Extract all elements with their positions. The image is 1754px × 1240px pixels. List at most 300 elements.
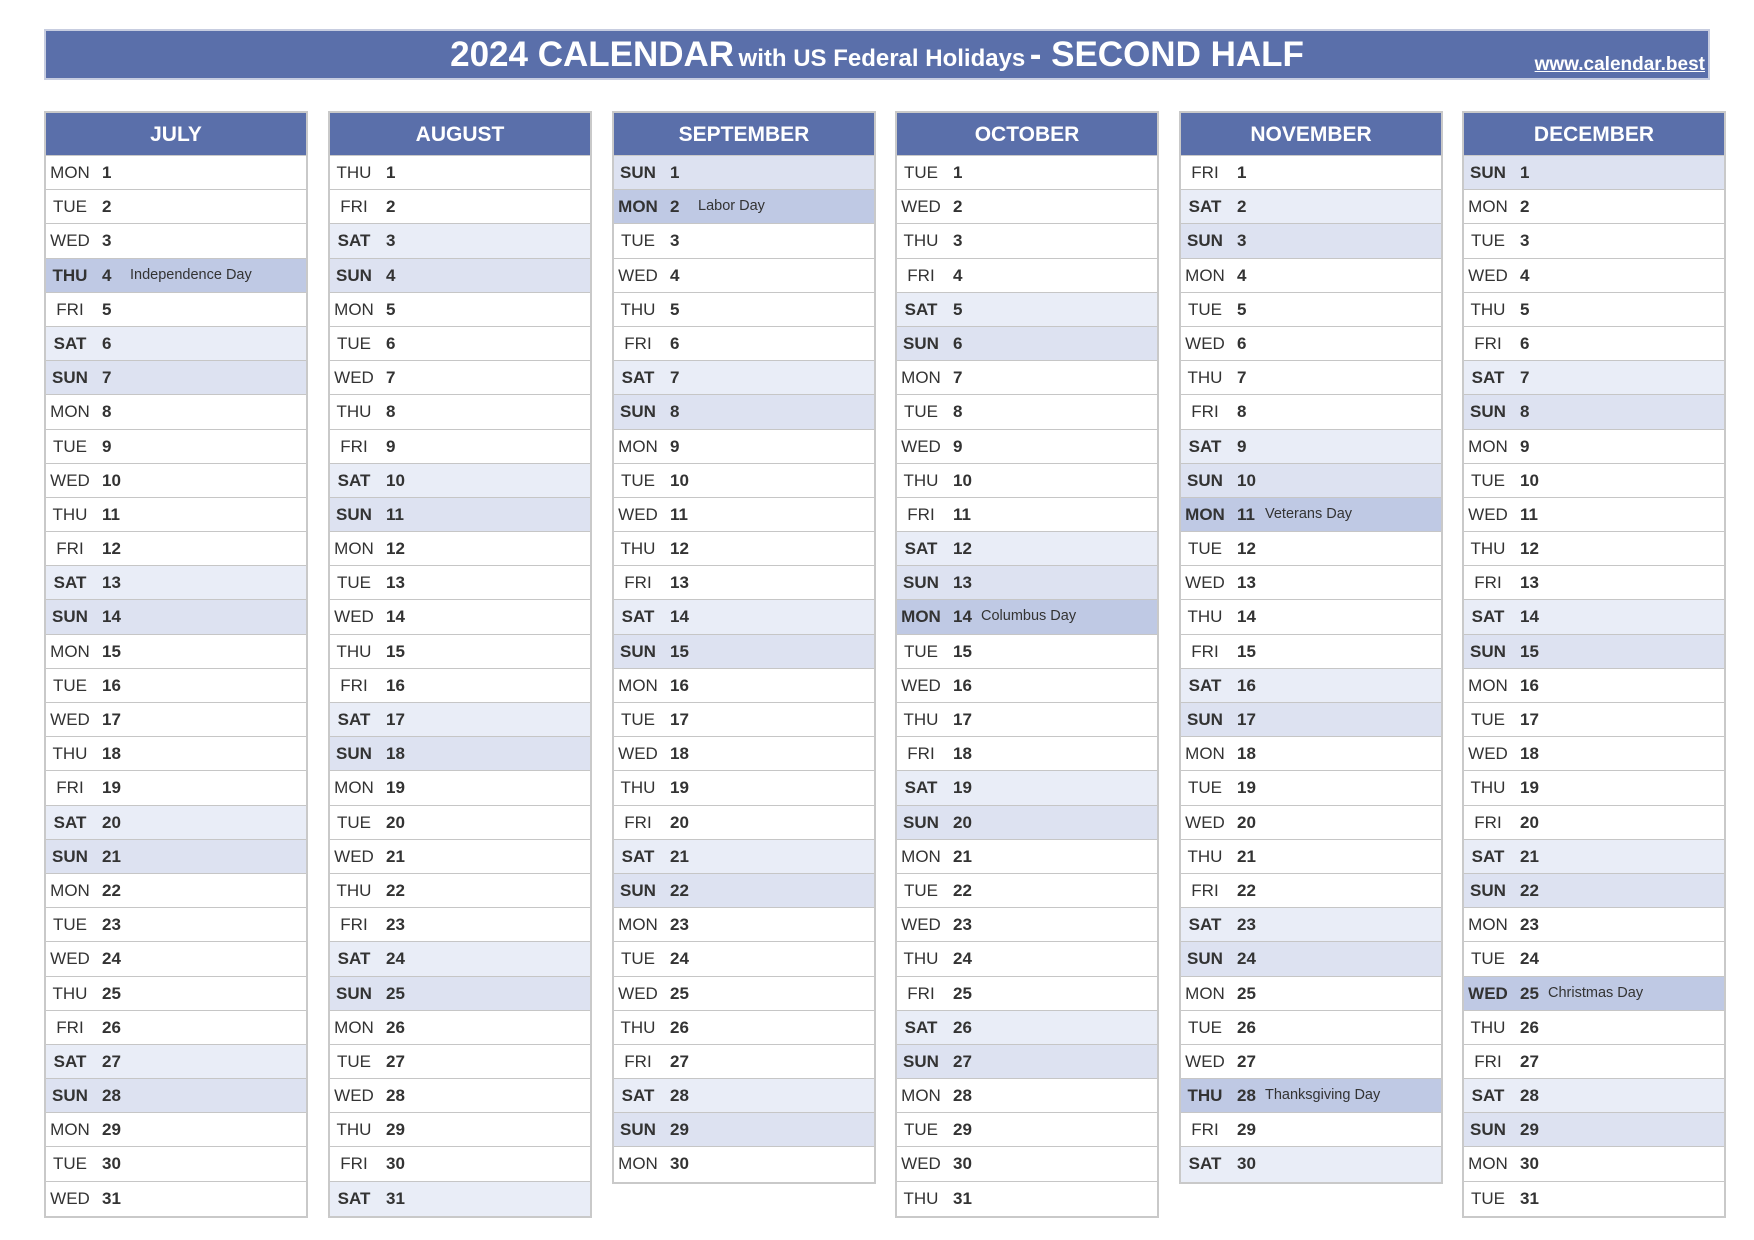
holiday-row	[1181, 498, 1441, 532]
day-row	[897, 498, 1157, 532]
day-number: 11	[1520, 504, 1538, 524]
weekday-label: SAT	[904, 539, 938, 559]
day-number: 21	[670, 846, 689, 866]
day-number: 23	[1237, 915, 1256, 935]
weekday-label: THU	[52, 504, 88, 524]
weekday-label: FRI	[907, 504, 935, 524]
day-number: 28	[670, 1086, 689, 1106]
day-row	[614, 430, 874, 464]
day-row	[1464, 566, 1724, 600]
weekday-label: THU	[620, 299, 656, 319]
weekday-label: THU	[620, 778, 656, 798]
weekday-label: THU	[903, 949, 939, 969]
weekday-label: SAT	[337, 470, 371, 490]
day-number: 8	[953, 402, 963, 422]
weekday-label: TUE	[53, 436, 87, 456]
day-number: 26	[953, 1017, 972, 1037]
day-number: 9	[953, 436, 963, 456]
weekday-label: SAT	[1188, 915, 1222, 935]
day-row	[614, 464, 874, 498]
day-number: 30	[1520, 1154, 1539, 1174]
day-row	[897, 1147, 1157, 1181]
weekday-label: FRI	[56, 539, 84, 559]
weekday-label: SAT	[53, 333, 87, 353]
day-number: 3	[1520, 231, 1530, 251]
day-row	[614, 771, 874, 805]
day-row	[614, 806, 874, 840]
day-number: 17	[1520, 710, 1539, 729]
day-number: 24	[1520, 949, 1539, 969]
day-row	[614, 498, 874, 532]
weekday-label: TUE	[337, 333, 371, 353]
day-number: 19	[102, 778, 121, 798]
day-row	[330, 1182, 590, 1216]
day-number: 14	[386, 607, 405, 627]
day-number: 1	[953, 163, 963, 182]
weekday-label: SAT	[1188, 1154, 1222, 1174]
day-row	[46, 1147, 306, 1181]
weekday-label: MON	[1185, 744, 1225, 764]
weekday-label: TUE	[904, 1120, 938, 1140]
day-row	[614, 703, 874, 737]
weekday-label: SUN	[903, 573, 939, 593]
day-row	[46, 771, 306, 805]
day-number: 21	[953, 846, 972, 866]
weekday-label: TUE	[1471, 231, 1505, 251]
day-row	[614, 156, 874, 190]
day-number: 21	[1520, 846, 1539, 866]
holiday-name: Veterans Day	[1265, 505, 1353, 522]
day-row	[614, 1011, 874, 1045]
weekday-label: WED	[50, 949, 90, 969]
holiday-name: Columbus Day	[981, 608, 1077, 625]
day-row	[1181, 532, 1441, 566]
day-number: 18	[953, 744, 972, 764]
day-row	[1181, 1045, 1441, 1079]
weekday-label: SAT	[337, 231, 371, 251]
weekday-label: MON	[1468, 675, 1508, 695]
weekday-label: FRI	[56, 1017, 84, 1037]
weekday-label: THU	[620, 539, 656, 559]
day-number: 21	[1237, 846, 1256, 866]
day-row	[614, 1147, 874, 1181]
day-row	[46, 498, 306, 532]
day-row	[1464, 669, 1724, 703]
day-row	[1181, 703, 1441, 737]
weekday-label: WED	[1185, 573, 1225, 593]
weekday-label: TUE	[904, 641, 938, 661]
day-number: 15	[1520, 641, 1539, 661]
weekday-label: MON	[1468, 436, 1508, 456]
day-row	[614, 908, 874, 942]
day-number: 18	[102, 744, 121, 764]
weekday-label: MON	[334, 1017, 374, 1037]
weekday-label: TUE	[337, 1051, 371, 1071]
day-row	[1464, 771, 1724, 805]
day-number: 19	[386, 778, 405, 798]
day-row	[1181, 600, 1441, 634]
weekday-label: MON	[618, 915, 658, 935]
weekday-label: WED	[1185, 333, 1225, 353]
weekday-label: MON	[334, 778, 374, 798]
day-number: 3	[953, 231, 963, 251]
day-number: 13	[953, 573, 972, 593]
day-row	[1464, 1045, 1724, 1079]
day-number: 22	[670, 880, 689, 900]
day-number: 9	[1237, 436, 1247, 456]
day-row	[330, 737, 590, 771]
weekday-label: THU	[1470, 778, 1506, 798]
day-row	[1181, 293, 1441, 327]
weekday-label: SUN	[903, 333, 939, 353]
day-number: 6	[953, 333, 963, 353]
day-row	[46, 908, 306, 942]
weekday-label: THU	[903, 710, 939, 729]
weekday-label: THU	[336, 402, 372, 422]
day-number: 8	[1237, 402, 1247, 422]
day-number: 24	[102, 949, 121, 969]
weekday-label: SUN	[336, 744, 372, 764]
day-row	[46, 1182, 306, 1216]
day-row	[46, 1079, 306, 1113]
weekday-label: SUN	[52, 607, 88, 627]
weekday-label: FRI	[1191, 402, 1219, 422]
weekday-label: MON	[1468, 1154, 1508, 1174]
weekday-label: SUN	[1470, 1120, 1506, 1140]
day-row	[1181, 874, 1441, 908]
day-row	[1181, 1147, 1441, 1181]
day-row	[330, 669, 590, 703]
day-number: 2	[953, 197, 963, 217]
holiday-row	[1181, 1079, 1441, 1113]
weekday-label: THU	[52, 983, 88, 1003]
day-number: 11	[1237, 504, 1255, 524]
day-row	[1464, 737, 1724, 771]
day-row	[330, 190, 590, 224]
day-row	[1181, 361, 1441, 395]
day-number: 11	[102, 504, 120, 524]
weekday-label: SAT	[621, 846, 655, 866]
weekday-label: SUN	[336, 983, 372, 1003]
day-number: 5	[386, 299, 396, 319]
day-row	[614, 1045, 874, 1079]
day-number: 10	[1237, 470, 1256, 490]
day-row	[1464, 293, 1724, 327]
day-number: 14	[1520, 607, 1539, 627]
day-row	[897, 395, 1157, 429]
weekday-label: FRI	[340, 436, 368, 456]
day-row	[897, 156, 1157, 190]
day-number: 5	[670, 299, 680, 319]
day-number: 11	[670, 504, 688, 524]
weekday-label: WED	[618, 983, 658, 1003]
day-row	[1181, 566, 1441, 600]
title-half: - SECOND HALF	[1029, 35, 1304, 74]
day-number: 5	[1237, 299, 1247, 319]
weekday-label: FRI	[340, 197, 368, 217]
day-number: 15	[1237, 641, 1256, 661]
day-number: 26	[1520, 1017, 1539, 1037]
day-number: 20	[1520, 812, 1539, 832]
month-header: DECEMBER	[1464, 113, 1724, 156]
day-number: 7	[102, 368, 112, 388]
day-row	[614, 361, 874, 395]
day-row	[614, 224, 874, 258]
day-number: 18	[670, 744, 689, 764]
day-row	[330, 293, 590, 327]
day-number: 20	[953, 812, 972, 832]
day-number: 10	[670, 470, 689, 490]
day-number: 9	[670, 436, 680, 456]
weekday-label: SAT	[53, 1051, 87, 1071]
day-number: 31	[102, 1188, 121, 1208]
day-row	[897, 430, 1157, 464]
weekday-label: SUN	[620, 163, 656, 182]
day-number: 20	[386, 812, 405, 832]
weekday-label: THU	[1187, 846, 1223, 866]
day-row	[614, 1079, 874, 1113]
weekday-label: FRI	[1191, 641, 1219, 661]
day-row	[1464, 1011, 1724, 1045]
weekday-label: TUE	[53, 915, 87, 935]
day-number: 28	[1237, 1086, 1256, 1106]
weekday-label: MON	[50, 163, 90, 182]
weekday-label: SAT	[1188, 197, 1222, 217]
month-header: SEPTEMBER	[614, 113, 874, 156]
day-row	[1181, 806, 1441, 840]
day-number: 15	[953, 641, 972, 661]
day-row	[614, 942, 874, 976]
day-row	[1464, 327, 1724, 361]
day-row	[330, 327, 590, 361]
day-row	[330, 703, 590, 737]
day-row	[614, 395, 874, 429]
weekday-label: MON	[901, 1086, 941, 1106]
weekday-label: TUE	[1471, 949, 1505, 969]
day-row	[897, 190, 1157, 224]
weekday-label: MON	[901, 607, 941, 627]
day-number: 10	[102, 470, 121, 490]
day-row	[46, 635, 306, 669]
day-row	[46, 464, 306, 498]
day-number: 30	[953, 1154, 972, 1174]
day-number: 29	[102, 1120, 121, 1140]
weekday-label: WED	[50, 1188, 90, 1208]
day-row	[897, 293, 1157, 327]
weekday-label: THU	[1187, 1086, 1223, 1106]
day-number: 12	[670, 539, 689, 559]
day-number: 12	[102, 539, 121, 559]
weekday-label: SUN	[620, 641, 656, 661]
day-row	[1464, 361, 1724, 395]
day-number: 29	[386, 1120, 405, 1140]
day-row	[46, 942, 306, 976]
day-number: 15	[102, 641, 121, 661]
day-row	[330, 1079, 590, 1113]
weekday-label: SUN	[52, 368, 88, 388]
day-number: 25	[102, 983, 121, 1003]
day-number: 17	[670, 710, 689, 729]
weekday-label: SUN	[1470, 880, 1506, 900]
day-number: 3	[1237, 231, 1247, 251]
holiday-row	[897, 600, 1157, 634]
day-row	[897, 1079, 1157, 1113]
day-number: 8	[102, 402, 112, 422]
weekday-label: MON	[50, 1120, 90, 1140]
day-row	[330, 498, 590, 532]
day-number: 31	[953, 1188, 972, 1208]
day-number: 3	[102, 231, 112, 251]
weekday-label: TUE	[904, 880, 938, 900]
day-row	[897, 840, 1157, 874]
day-row	[897, 771, 1157, 805]
weekday-label: SUN	[1187, 470, 1223, 490]
day-number: 13	[386, 573, 405, 593]
month-header: NOVEMBER	[1181, 113, 1441, 156]
weekday-label: TUE	[337, 812, 371, 832]
day-row	[330, 908, 590, 942]
day-number: 5	[953, 299, 963, 319]
day-row	[1181, 190, 1441, 224]
day-number: 19	[670, 778, 689, 798]
day-number: 3	[386, 231, 396, 251]
day-row	[614, 635, 874, 669]
day-row	[897, 464, 1157, 498]
weekday-label: THU	[336, 880, 372, 900]
month-december	[1462, 111, 1726, 1218]
day-number: 8	[670, 402, 680, 422]
day-row	[1464, 703, 1724, 737]
day-row	[330, 635, 590, 669]
day-number: 16	[953, 675, 972, 695]
day-number: 30	[102, 1154, 121, 1174]
day-number: 12	[953, 539, 972, 559]
day-row	[1464, 806, 1724, 840]
day-row	[1464, 840, 1724, 874]
day-row	[1181, 430, 1441, 464]
weekday-label: TUE	[1188, 778, 1222, 798]
weekday-label: WED	[1185, 812, 1225, 832]
weekday-label: SUN	[336, 504, 372, 524]
month-header: OCTOBER	[897, 113, 1157, 156]
weekday-label: SUN	[1187, 949, 1223, 969]
day-row	[1464, 498, 1724, 532]
day-number: 5	[102, 299, 112, 319]
day-number: 28	[102, 1086, 121, 1106]
day-number: 23	[670, 915, 689, 935]
weekday-label: SAT	[53, 812, 87, 832]
day-number: 27	[386, 1051, 405, 1071]
day-number: 17	[953, 710, 972, 729]
day-number: 10	[386, 470, 405, 490]
holiday-name: Independence Day	[130, 266, 252, 283]
day-number: 7	[670, 368, 680, 388]
weekday-label: FRI	[624, 1051, 652, 1071]
day-number: 7	[953, 368, 963, 388]
day-number: 27	[1237, 1051, 1256, 1071]
day-number: 22	[1520, 880, 1539, 900]
day-number: 28	[1520, 1086, 1539, 1106]
day-row	[46, 840, 306, 874]
day-row	[1464, 259, 1724, 293]
weekday-label: FRI	[340, 915, 368, 935]
day-row	[614, 259, 874, 293]
day-row	[330, 600, 590, 634]
weekday-label: SAT	[1471, 846, 1505, 866]
day-number: 23	[1520, 915, 1539, 935]
month-header: AUGUST	[330, 113, 590, 156]
day-row	[1181, 771, 1441, 805]
day-row	[1181, 635, 1441, 669]
weekday-label: MON	[334, 539, 374, 559]
day-number: 29	[670, 1120, 689, 1140]
weekday-label: FRI	[624, 812, 652, 832]
month-november	[1179, 111, 1443, 1184]
day-number: 11	[953, 504, 971, 524]
day-row	[46, 1045, 306, 1079]
day-number: 30	[670, 1154, 689, 1174]
day-number: 25	[670, 983, 689, 1003]
day-number: 22	[102, 880, 121, 900]
weekday-label: FRI	[1191, 1120, 1219, 1140]
day-number: 8	[1520, 402, 1530, 422]
weekday-label: WED	[901, 436, 941, 456]
weekday-label: SAT	[904, 299, 938, 319]
weekday-label: SAT	[621, 607, 655, 627]
day-row	[1181, 737, 1441, 771]
month-header: JULY	[46, 113, 306, 156]
day-row	[614, 874, 874, 908]
weekday-label: TUE	[621, 949, 655, 969]
weekday-label: FRI	[1191, 880, 1219, 900]
weekday-label: MON	[1468, 915, 1508, 935]
day-row	[46, 1113, 306, 1147]
weekday-label: SAT	[53, 573, 87, 593]
weekday-label: MON	[618, 436, 658, 456]
day-row	[614, 840, 874, 874]
day-number: 20	[102, 812, 121, 832]
website-link[interactable]: www.calendar.best	[1534, 54, 1705, 75]
day-number: 10	[1520, 470, 1539, 490]
day-number: 19	[1237, 778, 1256, 798]
day-number: 13	[102, 573, 121, 593]
day-row	[330, 361, 590, 395]
day-number: 16	[670, 675, 689, 695]
day-row	[330, 977, 590, 1011]
weekday-label: FRI	[1474, 1051, 1502, 1071]
day-number: 26	[670, 1017, 689, 1037]
day-row	[1181, 977, 1441, 1011]
day-number: 3	[670, 231, 680, 251]
day-row	[330, 259, 590, 293]
weekday-label: THU	[1470, 299, 1506, 319]
day-row	[897, 361, 1157, 395]
day-number: 4	[1520, 265, 1530, 285]
day-number: 18	[386, 744, 405, 764]
day-number: 30	[386, 1154, 405, 1174]
day-number: 14	[670, 607, 689, 627]
weekday-label: TUE	[1471, 470, 1505, 490]
weekday-label: FRI	[340, 1154, 368, 1174]
day-number: 22	[953, 880, 972, 900]
day-row	[46, 395, 306, 429]
day-row	[46, 361, 306, 395]
weekday-label: WED	[50, 470, 90, 490]
weekday-label: FRI	[907, 265, 935, 285]
day-row	[330, 395, 590, 429]
day-number: 13	[1237, 573, 1256, 593]
day-row	[1181, 464, 1441, 498]
